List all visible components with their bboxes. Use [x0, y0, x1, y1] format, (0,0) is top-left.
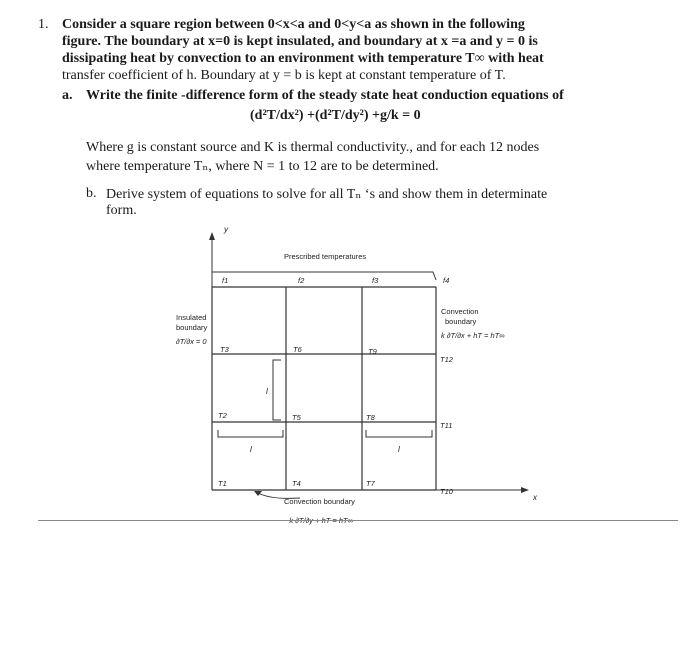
- node-T5: T5: [292, 413, 301, 422]
- part-a-where-line-1: Where g is constant source and K is thermal conductivity., and for each 12 nodes: [86, 140, 540, 155]
- x-axis-label: x: [533, 493, 537, 502]
- part-a-text: Write the finite -difference form of the steady state heat conduction equations of: [86, 88, 564, 103]
- prescribed-label: Prescribed temperatures: [284, 252, 367, 261]
- node-T6: T6: [293, 345, 302, 354]
- part-a-label: a.: [62, 88, 73, 103]
- question-line-4: transfer coefficient of h. Boundary at y = b is kept at constant temperature of T.: [62, 68, 506, 83]
- part-b-line-1: Derive system of equations to solve for all Tₙ ‘s and show them in determinate: [106, 187, 548, 202]
- horizontal-spacing-bracket-right: [366, 430, 432, 437]
- horizontal-spacing-label-left: l: [250, 445, 252, 454]
- convection-right-label-2: boundary: [445, 317, 477, 326]
- horizontal-spacing-label-right: l: [398, 445, 400, 454]
- question-line-3: dissipating heat by convection to an environment with temperature T∞ with heat: [62, 51, 544, 66]
- convection-right-label-1: Convection: [441, 307, 479, 316]
- node-T7: T7: [366, 479, 375, 488]
- node-T9: T9: [368, 347, 377, 356]
- vertical-spacing-label: l: [266, 387, 268, 396]
- node-T2: T2: [218, 411, 227, 420]
- insulated-label-2: boundary: [176, 323, 208, 332]
- node-f3: f3: [372, 276, 379, 285]
- part-b-label: b.: [86, 186, 97, 201]
- part-a-where-line-2: where temperature Tₙ, where N = 1 to 12 are to be determined.: [86, 159, 439, 174]
- node-T4: T4: [292, 479, 301, 488]
- x-axis-arrow: [521, 487, 529, 493]
- part-a-equation: (d²T/dx²) +(d²T/dy²) +g/k = 0: [250, 108, 421, 123]
- node-f4: f4: [443, 276, 450, 285]
- question-number: 1.: [38, 17, 49, 32]
- node-T1: T1: [218, 479, 227, 488]
- insulated-equation: ∂T/∂x = 0: [176, 337, 207, 346]
- page-rule: [38, 520, 678, 521]
- convection-bottom-arrowhead: [254, 491, 262, 496]
- convection-right-equation: k ∂T/∂x + hT = hT∞: [441, 331, 505, 340]
- question-line-2: figure. The boundary at x=0 is kept insulated, and boundary at x =a and y = 0 is: [62, 34, 538, 49]
- node-T10: T10: [440, 487, 453, 496]
- node-T12: T12: [440, 355, 453, 364]
- convection-bottom-label: Convection boundary: [284, 497, 355, 506]
- vertical-spacing-bracket: [273, 360, 281, 420]
- part-b-line-2: form.: [106, 203, 137, 218]
- node-T8: T8: [366, 413, 375, 422]
- insulated-label-1: Insulated: [176, 313, 207, 322]
- prescribed-brace: [212, 272, 436, 280]
- y-axis-arrow: [209, 232, 215, 240]
- node-f2: f2: [298, 276, 305, 285]
- horizontal-spacing-bracket-left: [218, 430, 283, 437]
- node-T3: T3: [220, 345, 229, 354]
- question-line-1: Consider a square region between 0<x<a and 0<y<a as shown in the following: [62, 17, 525, 32]
- y-axis-label: y: [224, 225, 228, 234]
- node-T11: T11: [440, 421, 453, 430]
- node-f1: f1: [222, 276, 229, 285]
